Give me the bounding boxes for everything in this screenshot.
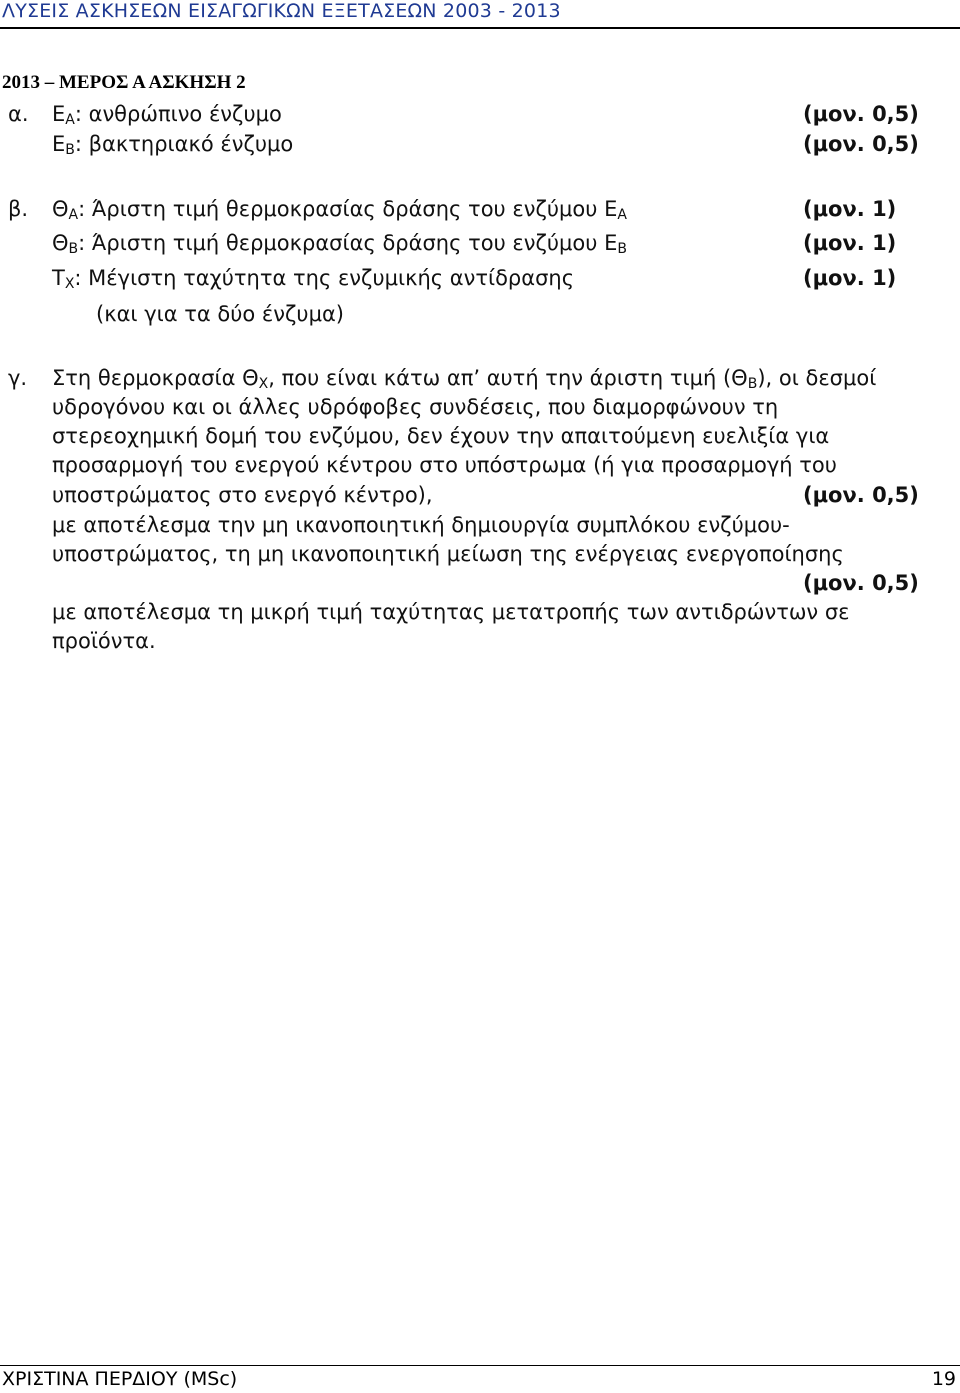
answer-c-line-2: [0, 395, 960, 425]
page-number: 19: [931, 1368, 956, 1390]
answer-c-text-8: με αποτέλεσμα τη μικρή τιμή ταχύτητας μετατροπής των αντιδρώντων σε: [52, 600, 850, 624]
answer-c-text-9: προϊόντα.: [52, 629, 156, 653]
answer-c-line-3: [0, 424, 960, 454]
answer-c-line-9: [0, 629, 960, 659]
answer-c-line-6: [0, 513, 960, 543]
answer-b-text-1: $\Theta_A$: Άριστη τιμή θερμοκρασίας δράσης του ενζύμου $E_A$: [52, 197, 627, 223]
answer-a-line-2: [0, 132, 960, 162]
footer-divider: [0, 1365, 960, 1366]
answer-b-note: (και για τα δύο ένζυμα): [96, 302, 344, 326]
answer-c-mark-1: (μον. 0,5): [803, 483, 919, 507]
answer-c-text-2: υδρογόνου και οι άλλες υδρόφοβες συνδέσεις, που διαμορφώνουν τη: [52, 395, 779, 419]
answer-c-text-1: Στη θερμοκρασία $\Theta_X$, που είναι κάτω απ’ αυτή την άριστη τιμή $(\Theta_B)$, οι δεσμοί: [52, 366, 877, 392]
running-header: ΛΥΣΕΙΣ ΑΣΚΗΣΕΩΝ ΕΙΣΑΓΩΓΙΚΩΝ ΕΞΕΤΑΣΕΩΝ 2003 - 2013: [2, 0, 561, 22]
answer-c-mark-2: (μον. 0,5): [803, 571, 919, 595]
answer-a-mark-2: (μον. 0,5): [803, 132, 919, 156]
answer-c-mark-row: [0, 571, 960, 601]
answer-c-line-8: [0, 600, 960, 630]
answer-b-note-row: [0, 302, 960, 332]
answer-c-line-1: [0, 366, 960, 396]
answer-c-line-5: [0, 483, 960, 513]
answer-a-label: α.: [8, 102, 29, 126]
answer-b-mark-2: (μον. 1): [803, 231, 897, 255]
answer-a-mark-1: (μον. 0,5): [803, 102, 919, 126]
answer-b-mark-1: (μον. 1): [803, 197, 897, 221]
answer-c-label: γ.: [8, 366, 28, 390]
answer-c-line-7: [0, 542, 960, 572]
answer-a-line-1: [0, 102, 960, 132]
answer-c-line-4: [0, 453, 960, 483]
header-divider: [0, 27, 960, 29]
footer-author: ΧΡΙΣΤΙΝΑ ΠΕΡΔΙΟΥ (MSc): [2, 1368, 238, 1390]
answer-b-line-1: [0, 197, 960, 227]
answer-c-text-4: προσαρμογή του ενεργού κέντρου στο υπόστρωμα (ή για προσαρμογή του: [52, 453, 837, 477]
answer-b-line-2: [0, 231, 960, 261]
answer-c-text-3: στερεοχημική δομή του ενζύμου, δεν έχουν την απαιτούμενη ευελιξία για: [52, 424, 830, 448]
answer-c-text-6: με αποτέλεσμα την μη ικανοποιητική δημιουργία συμπλόκου ενζύμου-: [52, 513, 790, 537]
answer-b-text-2: $\Theta_B$: Άριστη τιμή θερμοκρασίας δράσης του ενζύμου $E_B$: [52, 231, 627, 257]
answer-a-text-2: $E_B$: βακτηριακό ένζυμο: [52, 132, 294, 158]
answer-b-line-3: [0, 266, 960, 296]
answer-c-text-7: υποστρώματος, τη μη ικανοποιητική μείωση της ενέργειας ενεργοποίησης: [52, 542, 844, 566]
answer-b-label: β.: [8, 197, 29, 221]
answer-b-mark-3: (μον. 1): [803, 266, 897, 290]
answer-b-text-3: $T_X$: Μέγιστη ταχύτητα της ενζυμικής αντίδρασης: [52, 266, 575, 292]
answer-a-text-1: $E_A$: ανθρώπινο ένζυμο: [52, 102, 282, 128]
section-title: 2013 – ΜΕΡΟΣ Α ΑΣΚΗΣΗ 2: [2, 72, 246, 93]
answer-c-text-5: υποστρώματος στο ενεργό κέντρο),: [52, 483, 433, 507]
